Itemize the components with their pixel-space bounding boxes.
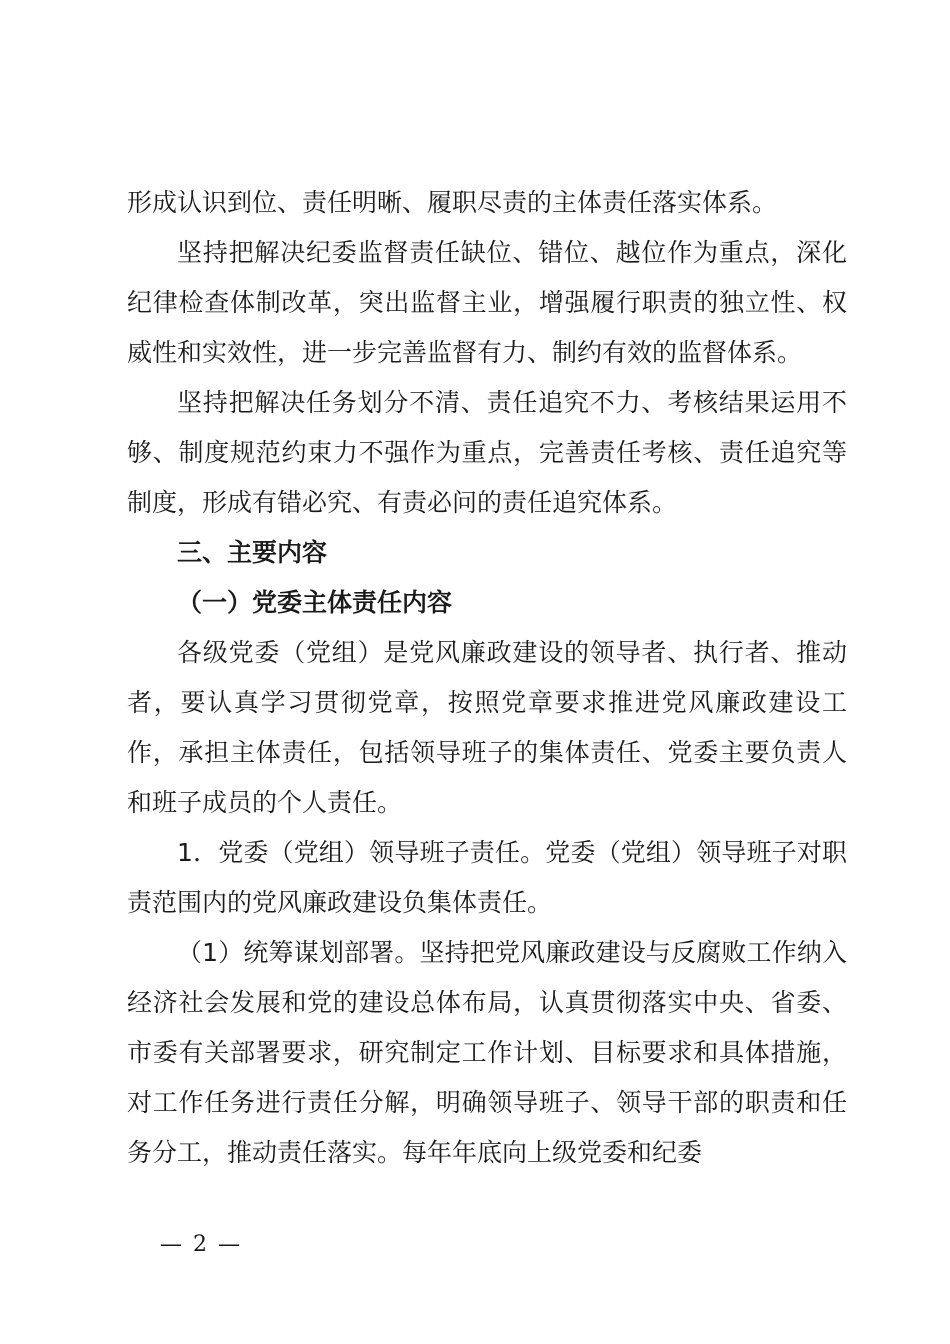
paragraph-leadership-responsibility: 1．党委（党组）领导班子责任。党委（党组）领导班子对职责范围内的党风廉政建设负集体责任。 xyxy=(127,838,847,917)
subsection-heading-party-committee: （一）党委主体责任内容 xyxy=(177,588,453,617)
paragraph-overall-planning: （1）统筹谋划部署。坚持把党风廉政建设与反腐败工作纳入经济社会发展和党的建设总体布局，认真贯彻落实中央、省委、市委有关部署要求，研究制定工作计划、目标要求和具体措施，对工作任务进行责任分解，明确领导班子、领导干部的职责和任务分工，推动责任落实。每年年底向上级党委和纪委 xyxy=(127,938,847,1167)
page-number: — 2 — xyxy=(160,1232,242,1257)
paragraph-supervision-system: 坚持把解决纪委监督责任缺位、错位、越位作为重点，深化纪律检查体制改革，突出监督主业，增强履行职责的独立性、权威性和实效性，进一步完善监督有力、制约有效的监督体系。 xyxy=(127,238,847,367)
paragraph-accountability-system: 坚持把解决任务划分不清、责任追究不力、考核结果运用不够、制度规范约束力不强作为重点，完善责任考核、责任追究等制度，形成有错必究、有责必问的责任追究体系。 xyxy=(127,388,847,517)
section-heading-main-content: 三、主要内容 xyxy=(177,538,328,567)
paragraph-party-committee-role: 各级党委（党组）是党风廉政建设的领导者、执行者、推动者，要认真学习贯彻党章，按照党章要求推进党风廉政建设工作，承担主体责任，包括领导班子的集体责任、党委主要负责人和班子成员的个人责任。 xyxy=(127,638,847,817)
document-body xyxy=(127,178,847,1178)
paragraph-continuation: 形成认识到位、责任明晰、履职尽责的主体责任落实体系。 xyxy=(127,188,778,217)
